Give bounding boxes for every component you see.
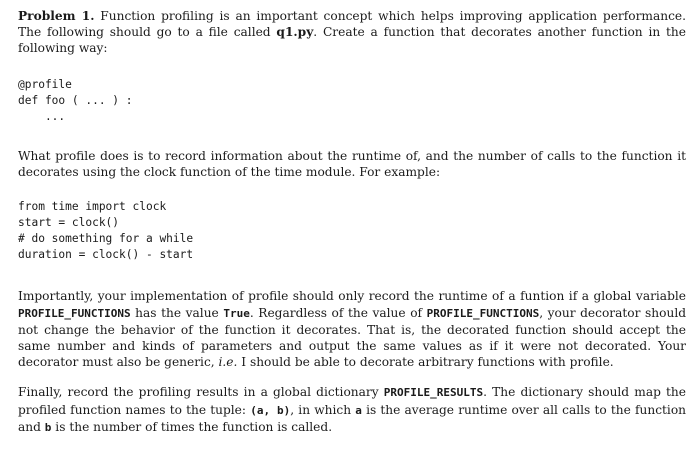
- profile-description-paragraph: What profile does is to record information about the runtime of, and the number of calls to the function it decorates using the clock function of the time module. For example:: [18, 149, 686, 180]
- text-run: . Regardless of the value of: [249, 305, 423, 320]
- filename: q1.py: [276, 25, 314, 40]
- problem-intro-text: Function profiling is an important concept which helps improving application performance. The following should go to a file called: [18, 9, 687, 40]
- code-line: start = clock(): [18, 215, 120, 229]
- problem-label: Problem 1.: [18, 9, 95, 23]
- symbol-b: b: [44, 420, 52, 434]
- text-run: I should be able to decorate arbitrary functions with profile.: [241, 355, 614, 370]
- variable-profile-results: PROFILE_RESULTS: [383, 386, 484, 400]
- code-line: from time import clock: [18, 199, 167, 213]
- symbol-a: a: [355, 403, 362, 417]
- text-run: Finally, record the profiling results in a global dictionary: [18, 385, 379, 400]
- requirements-paragraph: [18, 288, 686, 370]
- ie-abbreviation: i.e.: [218, 355, 238, 370]
- code-block-decorator: [18, 77, 686, 126]
- code-block-clock-example: [18, 199, 686, 264]
- code-line: duration = clock() - start: [18, 248, 194, 262]
- variable-profile-functions: PROFILE_FUNCTIONS: [18, 306, 131, 320]
- text-run: , your decorator should not change the behavior of the function it decorates. That is, the decorated function should accept the same number and kinds of parameters and output the same values as if it were not decorated. Your decorator must also be generic,: [18, 305, 687, 370]
- tuple-a-b: (a, b): [250, 403, 291, 417]
- problem-document: [18, 8, 686, 436]
- text-run: Importantly, your implementation of profile should only record the runtime of a funtion if a global variable: [18, 289, 686, 304]
- code-line: @profile: [18, 77, 72, 91]
- text-run: has the value: [135, 305, 219, 320]
- code-line: ...: [18, 110, 66, 124]
- results-paragraph: [18, 384, 686, 436]
- text-run: , in which: [290, 402, 352, 417]
- problem-intro-end: . Create a function that decorates another function in the following way:: [18, 25, 686, 56]
- text-run: is the average runtime over all calls to the function and: [18, 402, 687, 434]
- value-true: True: [223, 306, 250, 320]
- text-run: . The dictionary should map the profiled function names to the tuple:: [18, 385, 686, 417]
- problem-intro-paragraph: [18, 8, 686, 57]
- variable-profile-functions: PROFILE_FUNCTIONS: [426, 306, 540, 320]
- code-line: # do something for a while: [18, 232, 194, 246]
- text-run: is the number of times the function is called.: [55, 419, 333, 434]
- code-line: def foo ( ... ) :: [18, 93, 133, 107]
